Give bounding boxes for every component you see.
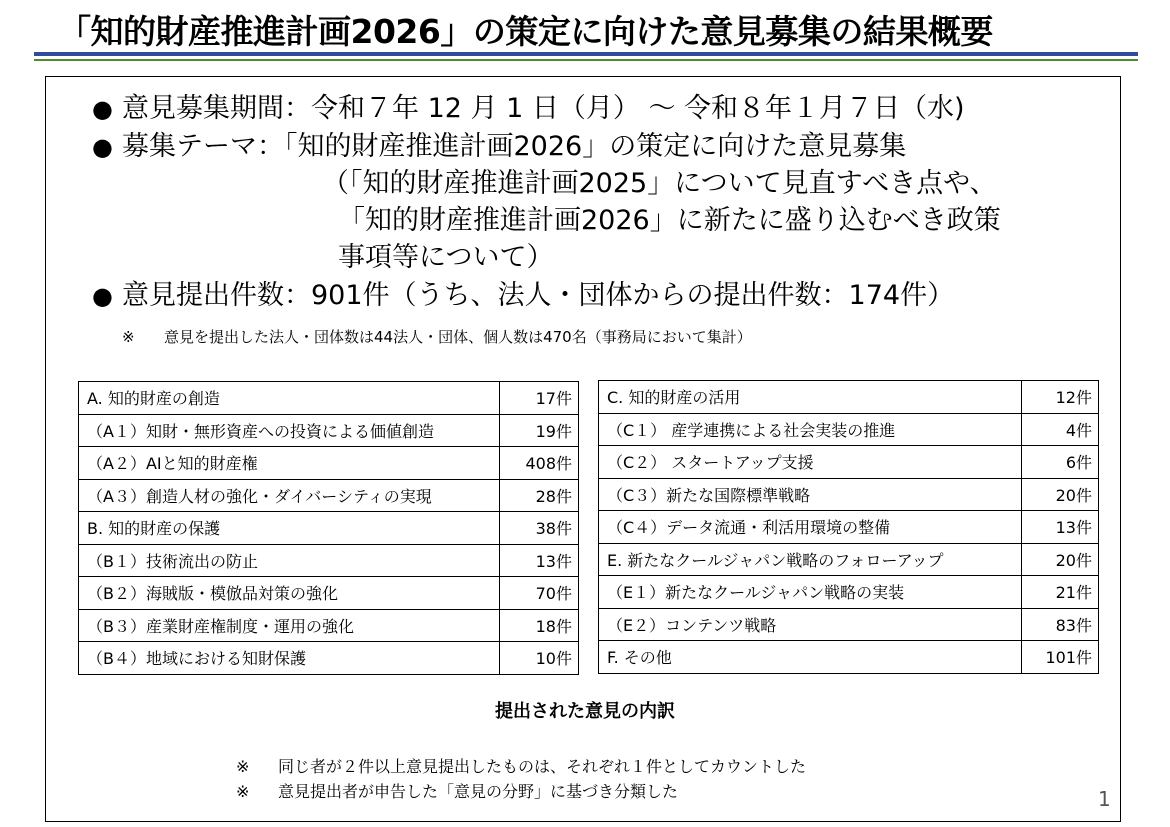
table-row (79, 414, 579, 447)
submitter-note (122, 326, 752, 347)
category-count: 12件 (1022, 381, 1099, 414)
category-label: （C１） 産学連携による社会実装の推進 (599, 413, 1022, 446)
category-count: 19件 (500, 414, 579, 447)
theme-line (92, 131, 906, 163)
count-line (92, 280, 954, 312)
table-row (79, 609, 579, 642)
category-count: 20件 (1022, 478, 1099, 511)
category-label: A. 知的財産の創造 (79, 382, 500, 415)
category-label: （B２）海賊版・模倣品対策の強化 (79, 577, 500, 610)
table-row (79, 382, 579, 415)
category-label: （E１）新たなクールジャパン戦略の実装 (599, 576, 1022, 609)
category-label: （A２）AIと知的財産権 (79, 447, 500, 480)
footnote-text: 意見提出者が申告した「意見の分野」に基づき分類した (278, 782, 679, 801)
footnote (236, 779, 678, 802)
category-count: 28件 (500, 479, 579, 512)
category-label: （A３）創造人材の強化・ダイバーシティの実現 (79, 479, 500, 512)
category-count: 21件 (1022, 576, 1099, 609)
count-text: 意見提出件数：901件（うち、法人・団体からの提出件数：174件） (122, 280, 955, 311)
category-count: 408件 (500, 447, 579, 480)
theme-text: 募集テーマ：「知的財産推進計画2026」の策定に向けた意見募集 (122, 131, 907, 162)
category-label: （C２） スタートアップ支援 (599, 446, 1022, 479)
category-label: （C４）データ流通・利活用環境の整備 (599, 511, 1022, 544)
theme-detail-line-3: 事項等について） (338, 242, 554, 273)
table-row (79, 577, 579, 610)
page-number: 1 (1098, 787, 1111, 811)
category-label: B. 知的財産の保護 (79, 512, 500, 545)
footnote-text: 同じ者が２件以上意見提出したものは、それぞれ１件としてカウントした (278, 757, 807, 776)
table-row (599, 511, 1099, 544)
table-row (599, 446, 1099, 479)
bullet-icon: ● (92, 282, 113, 310)
category-count: 17件 (500, 382, 579, 415)
title-underline-blue (34, 52, 1138, 56)
footnote (236, 754, 806, 777)
table-row (599, 641, 1099, 674)
category-count: 20件 (1022, 543, 1099, 576)
category-count: 18件 (500, 609, 579, 642)
table-row (79, 544, 579, 577)
period-text: 意見募集期間：令和７年 12 月 1 日（月） ～ 令和８年１月７日（水) (122, 93, 965, 124)
category-label: （B４）地域における知財保護 (79, 642, 500, 675)
category-label: （E２）コンテンツ戦略 (599, 608, 1022, 641)
category-count: 6件 (1022, 446, 1099, 479)
category-label: F. その他 (599, 641, 1022, 674)
category-count: 13件 (1022, 511, 1099, 544)
title-underline-green (34, 59, 1138, 61)
category-count: 13件 (500, 544, 579, 577)
table-row (599, 543, 1099, 576)
table-row (79, 512, 579, 545)
category-label: （A１）知財・無形資産への投資による価値創造 (79, 414, 500, 447)
category-table-right (598, 380, 1099, 674)
table-row (599, 381, 1099, 414)
page-title: 「知的財産推進計画2026」の策定に向けた意見募集の結果概要 (58, 12, 993, 51)
table-row (79, 642, 579, 675)
footnote-mark: ※ (236, 757, 250, 776)
category-label: E. 新たなクールジャパン戦略のフォローアップ (599, 543, 1022, 576)
category-table-left (78, 381, 579, 675)
category-label: （B１）技術流出の防止 (79, 544, 500, 577)
category-count: 38件 (500, 512, 579, 545)
category-count: 10件 (500, 642, 579, 675)
category-count: 83件 (1022, 608, 1099, 641)
theme-detail-line-1: （「知的財産推進計画2025」について見直すべき点や、 (322, 168, 997, 199)
theme-detail-line-2: 「知的財産推進計画2026」に新たに盛り込むべき政策 (338, 205, 1001, 236)
bullet-icon: ● (92, 95, 113, 123)
category-count: 101件 (1022, 641, 1099, 674)
table-row (599, 608, 1099, 641)
table-row (599, 478, 1099, 511)
category-count: 70件 (500, 577, 579, 610)
category-label: （C３）新たな国際標準戦略 (599, 478, 1022, 511)
footnote-mark: ※ (236, 782, 250, 801)
table-row (79, 447, 579, 480)
table-row (599, 576, 1099, 609)
table-row (79, 479, 579, 512)
note-text: 意見を提出した法人・団体数は44法人・団体、個人数は470名（事務局において集計） (164, 328, 752, 346)
bullet-icon: ● (92, 133, 113, 161)
category-count: 4件 (1022, 413, 1099, 446)
note-mark: ※ (122, 328, 135, 346)
table-caption: 提出された意見の内訳 (495, 701, 675, 722)
table-row (599, 413, 1099, 446)
category-label: （B３）産業財産権制度・運用の強化 (79, 609, 500, 642)
period-line (92, 93, 965, 125)
category-label: C. 知的財産の活用 (599, 381, 1022, 414)
